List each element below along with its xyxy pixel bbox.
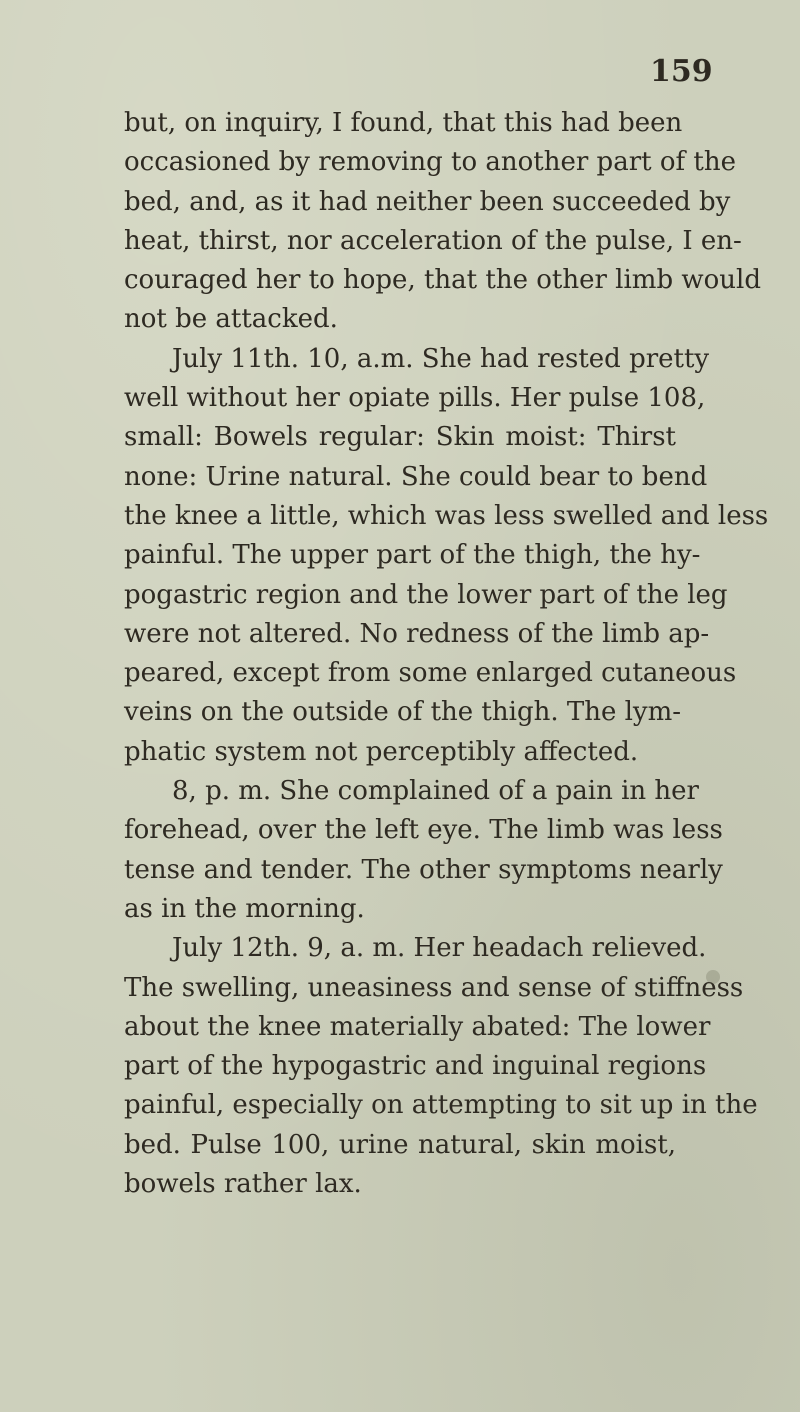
text-line: not be attacked.: [124, 304, 338, 335]
text-line: part of the hypogastric and inguinal regions: [124, 1051, 707, 1082]
text-line: tense and tender. The other symptoms nearly: [124, 854, 723, 885]
text-line: but, on inquiry, I found, that this had been: [124, 108, 683, 138]
text-line: bed, and, as it had neither been succeeded by: [124, 186, 731, 217]
page-number: 159: [650, 54, 713, 89]
body-text: [124, 104, 769, 1204]
text-line: about the knee materially abated: The lower: [124, 1011, 711, 1042]
text-line: painful, especially on attempting to sit up in the: [124, 1090, 758, 1121]
text-line: heat, thirst, nor acceleration of the pulse, I en-: [124, 225, 742, 256]
text-line: 8, p. m. She complained of a pain in her: [172, 776, 699, 807]
text-line: forehead, over the left eye. The limb was less: [124, 815, 723, 846]
text-line: as in the morning.: [124, 893, 365, 924]
text-line: July 11th. 10, a.m. She had rested pretty: [172, 343, 710, 374]
text-line: occasioned by removing to another part of the: [124, 147, 736, 178]
text-line: peared, except from some enlarged cutaneous: [124, 658, 737, 689]
text-line: small: Bowels regular: Skin moist: Thirst: [124, 422, 676, 453]
text-line: July 12th. 9, a. m. Her headach relieved.: [172, 933, 707, 964]
text-line: well without her opiate pills. Her pulse 108,: [124, 383, 706, 414]
text-line: couraged her to hope, that the other limb would: [124, 265, 761, 296]
text-line: The swelling, uneasiness and sense of stiffness: [124, 972, 744, 1003]
text-line: phatic system not perceptibly affected.: [124, 736, 639, 767]
text-line: bed. Pulse 100, urine natural, skin moist,: [124, 1129, 676, 1160]
text-line: the knee a little, which was less swelled and less: [124, 500, 769, 531]
text-line: bowels rather lax.: [124, 1169, 362, 1200]
text-line: veins on the outside of the thigh. The lym-: [124, 697, 682, 728]
text-line: were not altered. No redness of the limb ap-: [124, 618, 710, 649]
text-line: painful. The upper part of the thigh, the hy-: [124, 540, 701, 571]
text-line: pogastric region and the lower part of the leg: [124, 579, 728, 610]
text-line: none: Urine natural. She could bear to bend: [124, 461, 708, 492]
paper-stain: [706, 970, 720, 984]
